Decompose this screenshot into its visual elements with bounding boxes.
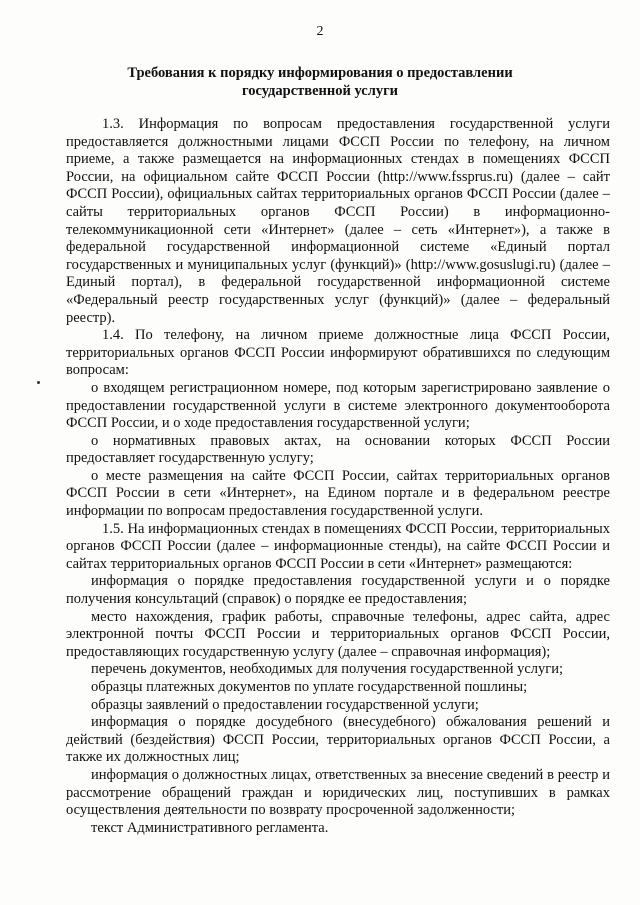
page-number: 2: [316, 24, 324, 39]
paragraph-1-3: 1.3. Информация по вопросам предоставления государственной услуги предоставляется должностными лицами ФССП России по телефону, на личном приеме, а также размещается на информационных стендах в помещениях ФССП России, на официальном сайте ФССП России (http://www.fssprus.ru) (далее – сайт ФССП России), официальных сайтах территориальных органов ФССП России (далее – сайты территориальных органов ФССП России) в информационно-телекоммуникационной сети «Интернет» (далее – сеть «Интернет»), а также в федеральной государственной информационной системе «Единый портал государственных и муниципальных услуг (функций)» (http://www.gosuslugi.ru) (далее – Единый портал), в федеральной государственной информационной системе «Федеральный реестр государственных услуг (функций)» (далее – федеральный реестр).: [66, 116, 610, 326]
list-item: о нормативных правовых актах, на основании которых ФССП России предоставляет государственную услугу;: [66, 432, 610, 467]
list-item: информация о должностных лицах, ответственных за внесение сведений в реестр и рассмотрение обращений граждан и юридических лиц, поступивших в рамках осуществления деятельности по возврату просроченной задолженности;: [66, 766, 610, 819]
list-item: место нахождения, график работы, справочные телефоны, адрес сайта, адрес электронной почты ФССП России и территориальных органов ФССП России, предоставляющих государственную услугу (далее – справочная информация);: [66, 608, 610, 660]
paragraph-1-5: 1.5. На информационных стендах в помещениях ФССП России, территориальных органов ФССП России (далее – информационные стенды), на сайте ФССП России и сайтах территориальных органов ФССП России в сети «Интернет» размещаются:: [66, 520, 610, 572]
section-title: Требования к порядку информирования о предоставлении государственной услуги: [127, 65, 513, 99]
list-item: о входящем регистрационном номере, под которым зарегистрировано заявление о предоставлении государственной услуги в системе электронного документооборота ФССП России, и о ходе предоставления государственной услуги;: [66, 379, 610, 432]
document-body: [66, 116, 610, 837]
paragraph-1-4: 1.4. По телефону, на личном приеме должностные лица ФССП России, территориальных органов ФССП России информируют обратившихся по следующим вопросам:: [66, 327, 610, 379]
list-item: образцы заявлений о предоставлении государственной услуги;: [91, 696, 479, 713]
list-item: перечень документов, необходимых для получения государственной услуги;: [91, 661, 563, 678]
list-item: информация о порядке досудебного (внесудебного) обжалования решений и действий (бездействия) ФССП России, территориальных органов ФССП России, а также их должностных лиц;: [66, 714, 610, 766]
scan-speck: [37, 381, 40, 384]
list-item: о месте размещения на сайте ФССП России, сайтах территориальных органов ФССП России в сети «Интернет», на Едином портале и в федеральном реестре информации по вопросам предоставления государственной услуги.: [66, 467, 610, 520]
list-item: текст Административного регламента.: [91, 819, 329, 836]
list-item: образцы платежных документов по уплате государственной пошлины;: [91, 679, 528, 695]
list-item: информация о порядке предоставления государственной услуги и о порядке получения консультаций (справок) о порядке ее предоставления;: [66, 573, 610, 608]
